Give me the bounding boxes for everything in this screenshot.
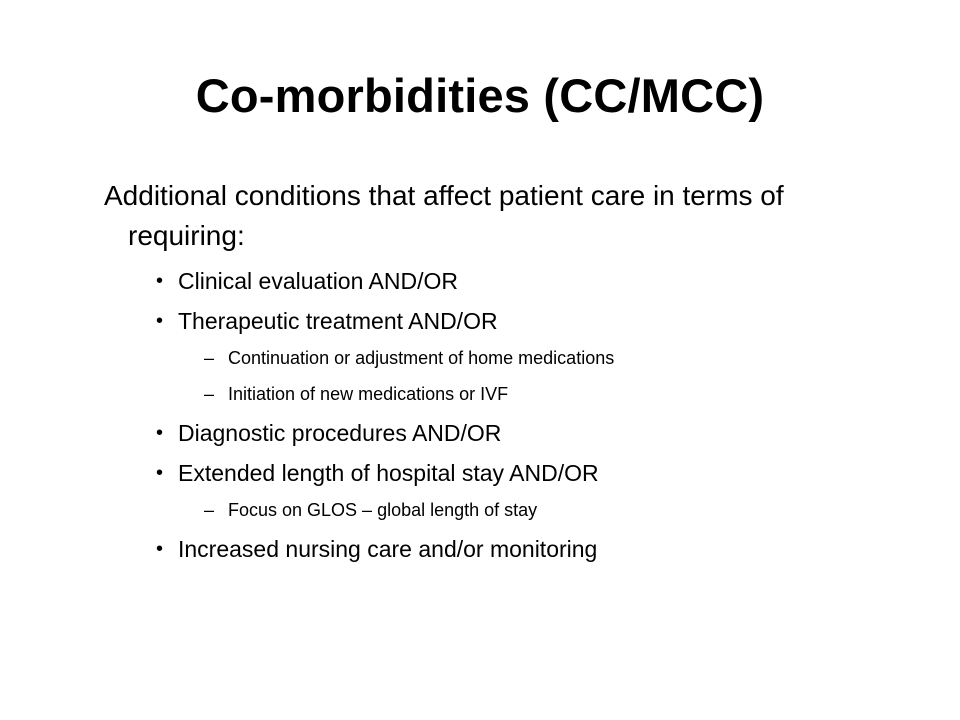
bullet-icon: • — [156, 538, 164, 560]
bullet-text: Extended length of hospital stay AND/OR — [178, 460, 599, 486]
dash-icon: – — [204, 384, 215, 404]
sub-bullet-text: Focus on GLOS – global length of stay — [228, 500, 538, 520]
slide-body — [104, 176, 864, 574]
dash-icon: – — [204, 348, 215, 368]
sub-bullet-text: Initiation of new medications or IVF — [228, 384, 509, 404]
bullet-item — [104, 534, 864, 564]
sub-bullet-item — [104, 346, 864, 370]
dash-icon: – — [204, 500, 215, 520]
bullet-item — [104, 266, 864, 296]
bullet-text: Increased nursing care and/or monitoring — [178, 536, 598, 562]
slide-title: Co-morbidities (CC/MCC) — [195, 69, 765, 122]
bullet-item — [104, 418, 864, 448]
bullet-icon: • — [156, 462, 164, 484]
bullet-text: Diagnostic procedures AND/OR — [178, 420, 502, 446]
bullet-icon: • — [156, 422, 164, 444]
bullet-icon: • — [156, 310, 164, 332]
bullet-text: Therapeutic treatment AND/OR — [178, 308, 498, 334]
lead-paragraph: Additional conditions that affect patient care in terms of requiring: — [104, 180, 784, 251]
sub-bullet-item — [104, 498, 864, 522]
bullet-text: Clinical evaluation AND/OR — [178, 268, 458, 294]
bullet-item — [104, 306, 864, 336]
sub-bullet-text: Continuation or adjustment of home medications — [228, 348, 615, 368]
sub-bullet-item — [104, 382, 864, 406]
bullet-icon: • — [156, 270, 164, 292]
bullet-item — [104, 458, 864, 488]
